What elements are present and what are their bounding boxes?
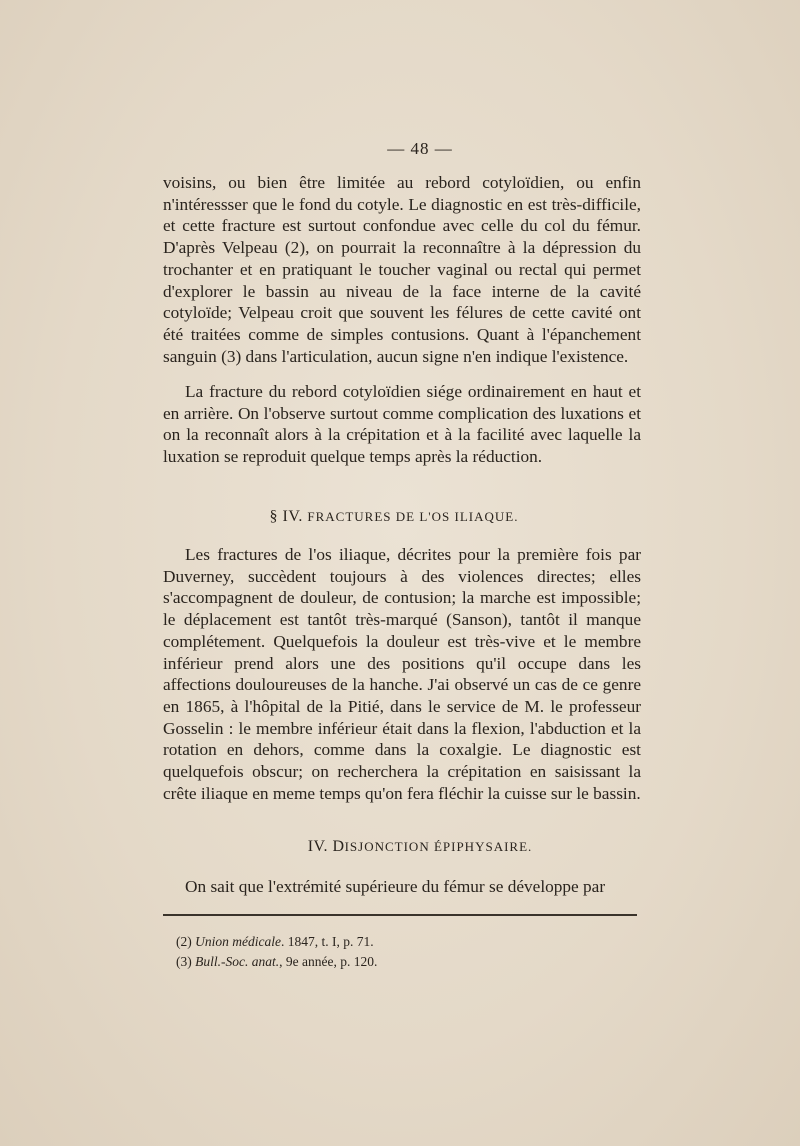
footnote-source: Union médicale bbox=[195, 934, 281, 949]
body-paragraph-femur bbox=[163, 876, 641, 898]
section-heading-title: FRACTURES DE L'OS ILIAQUE. bbox=[307, 509, 519, 524]
paragraph-text: On sait que l'extrémité supérieure du fémur se développe par bbox=[185, 877, 606, 896]
footnote-details: , 9e année, p. 120. bbox=[279, 954, 378, 969]
body-paragraph-os-iliaque bbox=[163, 544, 641, 804]
section-heading-title: ISJONCTION ÉPIPHYSAIRE. bbox=[344, 839, 533, 854]
footnote-item bbox=[176, 932, 636, 952]
section-heading-prefix: IV. D bbox=[307, 838, 345, 855]
section-heading-disjonction-epiphysaire bbox=[20, 838, 800, 856]
section-heading-fractures-os-iliaque bbox=[0, 508, 794, 526]
paragraph-text: Les fractures de l'os iliaque, décrites pour la première fois par Duverney, succèdent toujours à des violences directes; elles s'accompagnent de douleur, de contusion; la marche est impossible; le déplacement est tantôt très-marqué (Sanson), tantôt il manque complétement. Quelquefois la douleur est très-vive et le membre inférieur prend alors une des positions qu'il occupe dans les affections douloureuses de la hanche. J'ai observé un cas de ce genre en 1865, à l'hôpital de la Pitié, dans le service de M. le professeur Gosselin : le membre inférieur était dans la flexion, l'abduction et la rotation en dehors, comme dans la coxalgie. Le diagnostic est quelquefois obscur; on recherchera la crépitation en saisissant la crête iliaque en meme temps qu'on fera fléchir la cuisse sur le bassin. bbox=[163, 545, 641, 803]
section-heading-prefix: § IV. bbox=[269, 508, 303, 525]
paragraph-text: voisins, ou bien être limitée au rebord cotyloïdien, ou enfin n'intéressser que le fond du cotyle. Le diagnostic en est très-difficile, et cette fracture est surtout confondue avec celle du col du fémur. D'après Velpeau (2), on pourrait la reconnaître à la dépression du trochanter et en pratiquant le toucher vaginal ou rectal qui permet d'explorer le bassin au niveau de la face interne de la cavité cotyloïde; Velpeau croit que souvent les félures de cette cavité ont été traitées comme de simples contusions. Quant à l'épanchement sanguin (3) dans l'articulation, aucun signe n'en indique l'existence. bbox=[163, 173, 641, 366]
footnote-marker: (3) bbox=[176, 954, 192, 969]
paragraph-text: La fracture du rebord cotyloïdien siége ordinairement en haut et en arrière. On l'observe surtout comme complication des luxations et on la reconnaît alors à la crépitation et à la facilité avec laquelle la luxation se reproduit quelque temps après la réduction. bbox=[163, 382, 641, 467]
footnote-divider bbox=[163, 914, 637, 916]
body-paragraph-rebord bbox=[163, 381, 641, 468]
footnote-item bbox=[176, 952, 636, 972]
page-number: — 48 — bbox=[387, 139, 453, 158]
footnotes bbox=[176, 932, 636, 972]
footnote-source: Bull.-Soc. anat. bbox=[195, 954, 280, 969]
body-paragraph-continuation bbox=[163, 172, 641, 367]
footnote-marker: (2) bbox=[176, 934, 192, 949]
footnote-details: . 1847, t. I, p. 71. bbox=[280, 934, 374, 949]
